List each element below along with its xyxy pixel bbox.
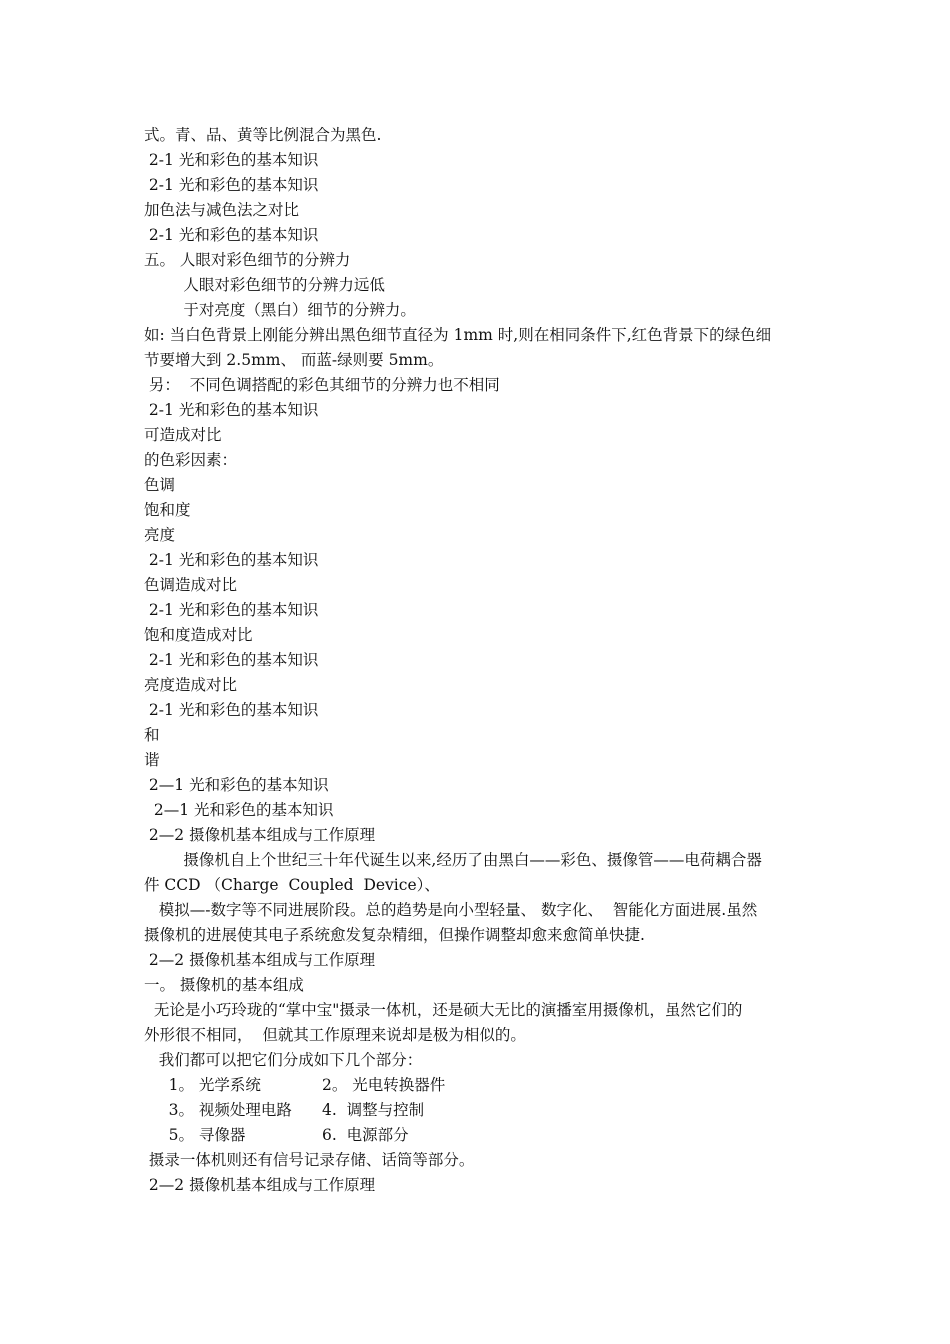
text-line: 五。 人眼对彩色细节的分辨力 [144, 251, 351, 269]
text-line: 我们都可以把它们分成如下几个部分： [144, 1051, 423, 1069]
text-line: 和 [144, 726, 160, 744]
text-line: 亮度 [144, 526, 176, 544]
text-line: 2—1 光和彩色的基本知识 [144, 776, 329, 794]
text-line: 2-1 光和彩色的基本知识 [144, 551, 319, 569]
part-item: 2。 光电转换器件 [322, 1076, 446, 1094]
text-line: 可造成对比 [144, 426, 222, 444]
text-line: 于对亮度（黑白）细节的分辨力。 [144, 301, 416, 319]
text-line: 2-1 光和彩色的基本知识 [144, 651, 319, 669]
text-line: 2-1 光和彩色的基本知识 [144, 601, 319, 619]
text-line: 饱和度造成对比 [144, 626, 253, 644]
text-line: 人眼对彩色细节的分辨力远低 [144, 276, 385, 294]
text-line: 如: 当白色背景上刚能分辨出黑色细节直径为 1mm 时,则在相同条件下,红色背景下的绿色细 [144, 326, 772, 344]
text-line: 无论是小巧玲珑的“掌中宝"摄录一体机，还是硕大无比的演播室用摄像机，虽然它们的 [144, 1001, 743, 1019]
text-line: 色调造成对比 [144, 576, 238, 594]
part-item: 4. 调整与控制 [322, 1101, 425, 1119]
text-line: 2—2 摄像机基本组成与工作原理 [144, 826, 376, 844]
text-line: 一。 摄像机的基本组成 [144, 976, 304, 994]
text-line: 饱和度 [144, 501, 191, 519]
part-item: 5。 寻像器 [144, 1126, 246, 1144]
part-item: 3。 视频处理电路 [144, 1101, 292, 1119]
text-line: 2-1 光和彩色的基本知识 [144, 226, 319, 244]
text-line: 式。青、品、黄等比例混合为黑色. [144, 126, 382, 144]
text-line: 的色彩因素： [144, 451, 238, 469]
text-line: 摄录一体机则还有信号记录存储、话筒等部分。 [144, 1151, 475, 1169]
text-line: 色调 [144, 476, 176, 494]
text-line: 谐 [144, 751, 160, 769]
text-line: 节要增大到 2.5mm、 而蓝-绿则要 5mm。 [144, 351, 444, 369]
text-line: 2—2 摄像机基本组成与工作原理 [144, 951, 376, 969]
text-line: 2-1 光和彩色的基本知识 [144, 151, 319, 169]
text-line: 2—1 光和彩色的基本知识 [144, 801, 334, 819]
text-line: 2-1 光和彩色的基本知识 [144, 701, 319, 719]
text-line: 摄像机自上个世纪三十年代诞生以来,经历了由黑白——彩色、摄像管——电荷耦合器 [144, 851, 762, 869]
part-item: 6. 电源部分 [322, 1126, 409, 1144]
text-line: 摄像机的进展使其电子系统愈发复杂精细，但操作调整却愈来愈简单快捷. [144, 926, 645, 944]
text-line: 2—2 摄像机基本组成与工作原理 [144, 1176, 376, 1194]
text-line: 加色法与减色法之对比 [144, 201, 300, 219]
text-line: 件 CCD （Charge Coupled Device）、 [144, 876, 440, 894]
text-line: 外形很不相同， 但就其工作原理来说却是极为相似的。 [144, 1026, 526, 1044]
text-line: 亮度造成对比 [144, 676, 238, 694]
part-item: 1。 光学系统 [144, 1076, 261, 1094]
text-line: 模拟—-数字等不同进展阶段。总的趋势是向小型轻量、 数字化、 智能化方面进展.虽然 [144, 901, 758, 919]
text-line: 2-1 光和彩色的基本知识 [144, 176, 319, 194]
text-line: 另： 不同色调搭配的彩色其细节的分辨力也不相同 [144, 376, 500, 394]
text-line: 2-1 光和彩色的基本知识 [144, 401, 319, 419]
